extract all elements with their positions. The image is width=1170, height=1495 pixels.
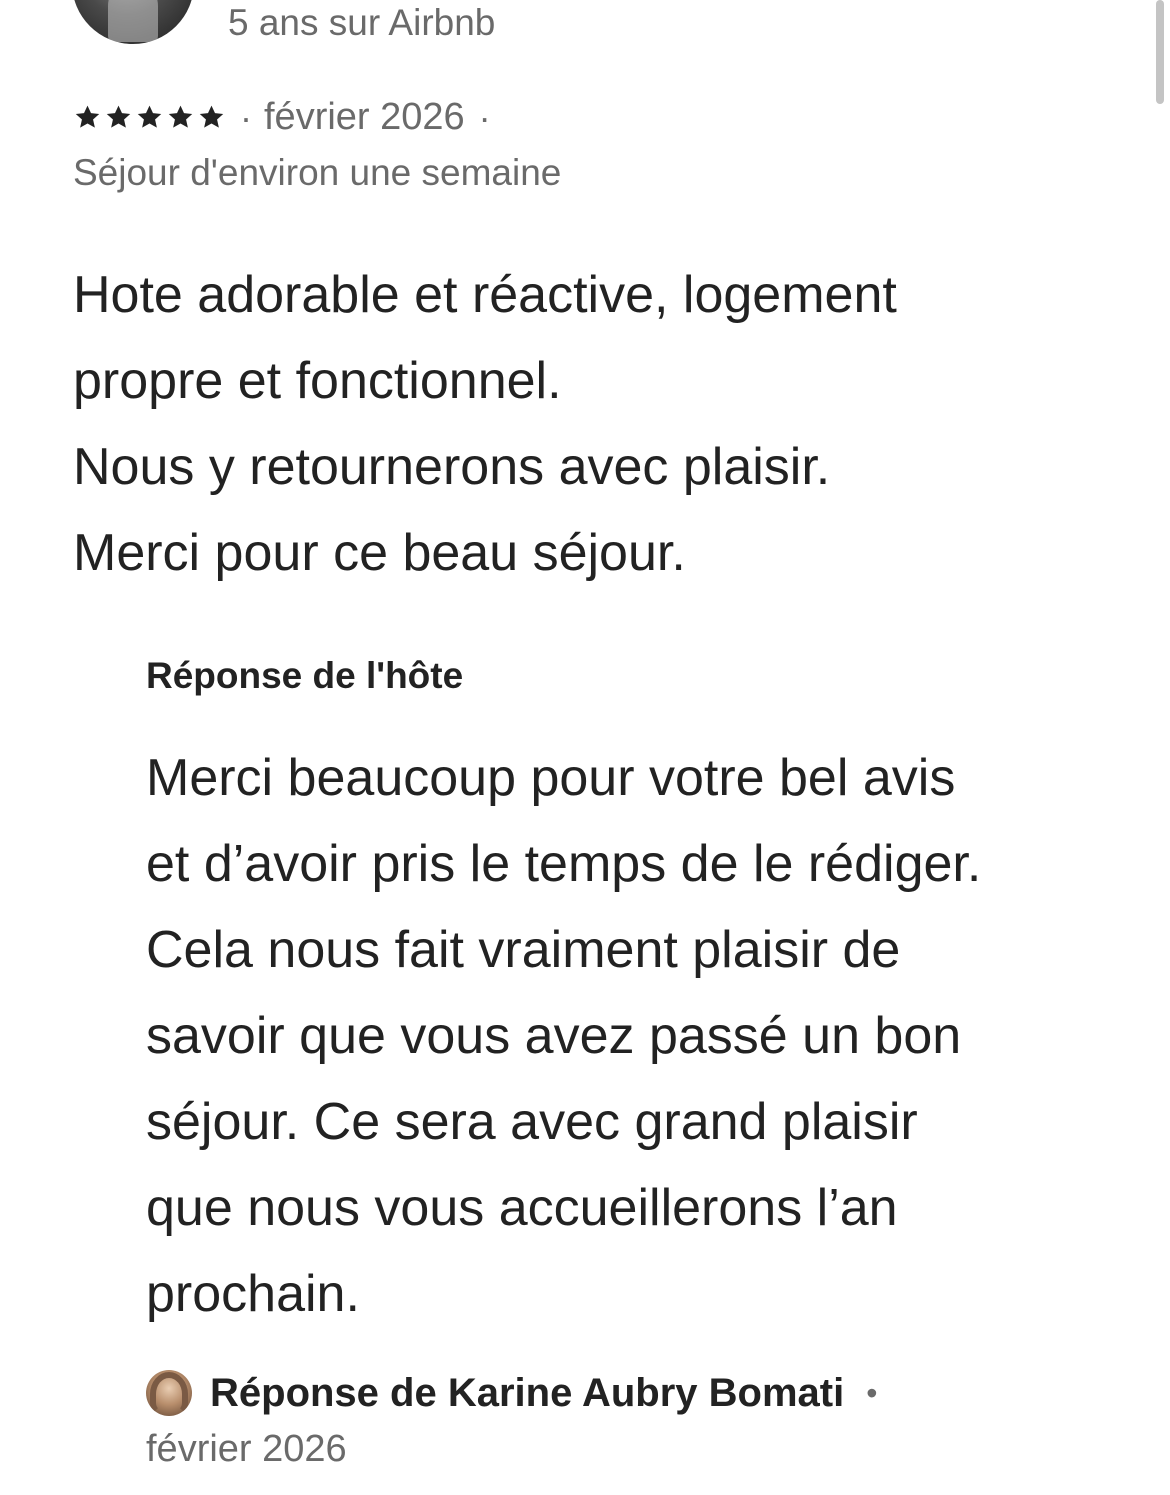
host-avatar[interactable] (146, 1370, 192, 1416)
avatar-figure (108, 0, 158, 42)
responder-dot: • (866, 1374, 878, 1411)
review-text-line: Hote adorable et réactive, logement (73, 266, 897, 324)
review-text (73, 252, 1113, 596)
star-rating (73, 103, 226, 132)
responder-name: Réponse de Karine Aubry Bomati (210, 1370, 845, 1415)
meta-separator-trailing: · (478, 96, 491, 138)
avatar-hair (150, 1372, 188, 1416)
meta-separator: · (240, 96, 252, 138)
reviewer-avatar[interactable] (72, 0, 194, 44)
host-response-heading: Réponse de l'hôte (146, 655, 464, 696)
review-meta (73, 96, 503, 139)
host-response-text (146, 735, 1136, 1337)
responder-row (146, 1370, 877, 1416)
star-icon (166, 103, 195, 132)
star-icon (73, 103, 102, 132)
host-response-line: que nous vous accueillerons l’an (146, 1179, 898, 1237)
response-date: février 2026 (146, 1428, 347, 1470)
host-response-line: séjour. Ce sera avec grand plaisir (146, 1093, 918, 1151)
star-icon (135, 103, 164, 132)
scrollbar[interactable] (1156, 0, 1164, 104)
star-icon (197, 103, 226, 132)
stay-length: Séjour d'environ une semaine (73, 152, 562, 193)
host-response-line: savoir que vous avez passé un bon (146, 1007, 962, 1065)
review-text-line: propre et fonctionnel. (73, 352, 562, 410)
review-date: février 2026 (264, 96, 465, 138)
host-response-line: Cela nous fait vraiment plaisir de (146, 921, 901, 979)
host-response-line: Merci beaucoup pour votre bel avis (146, 749, 956, 807)
reviewer-tenure: 5 ans sur Airbnb (228, 2, 496, 43)
star-icon (104, 103, 133, 132)
host-response-line: prochain. (146, 1265, 360, 1323)
review-text-line: Merci pour ce beau séjour. (73, 524, 686, 582)
host-response-line: et d’avoir pris le temps de le rédiger. (146, 835, 982, 893)
review-text-line: Nous y retournerons avec plaisir. (73, 438, 831, 496)
